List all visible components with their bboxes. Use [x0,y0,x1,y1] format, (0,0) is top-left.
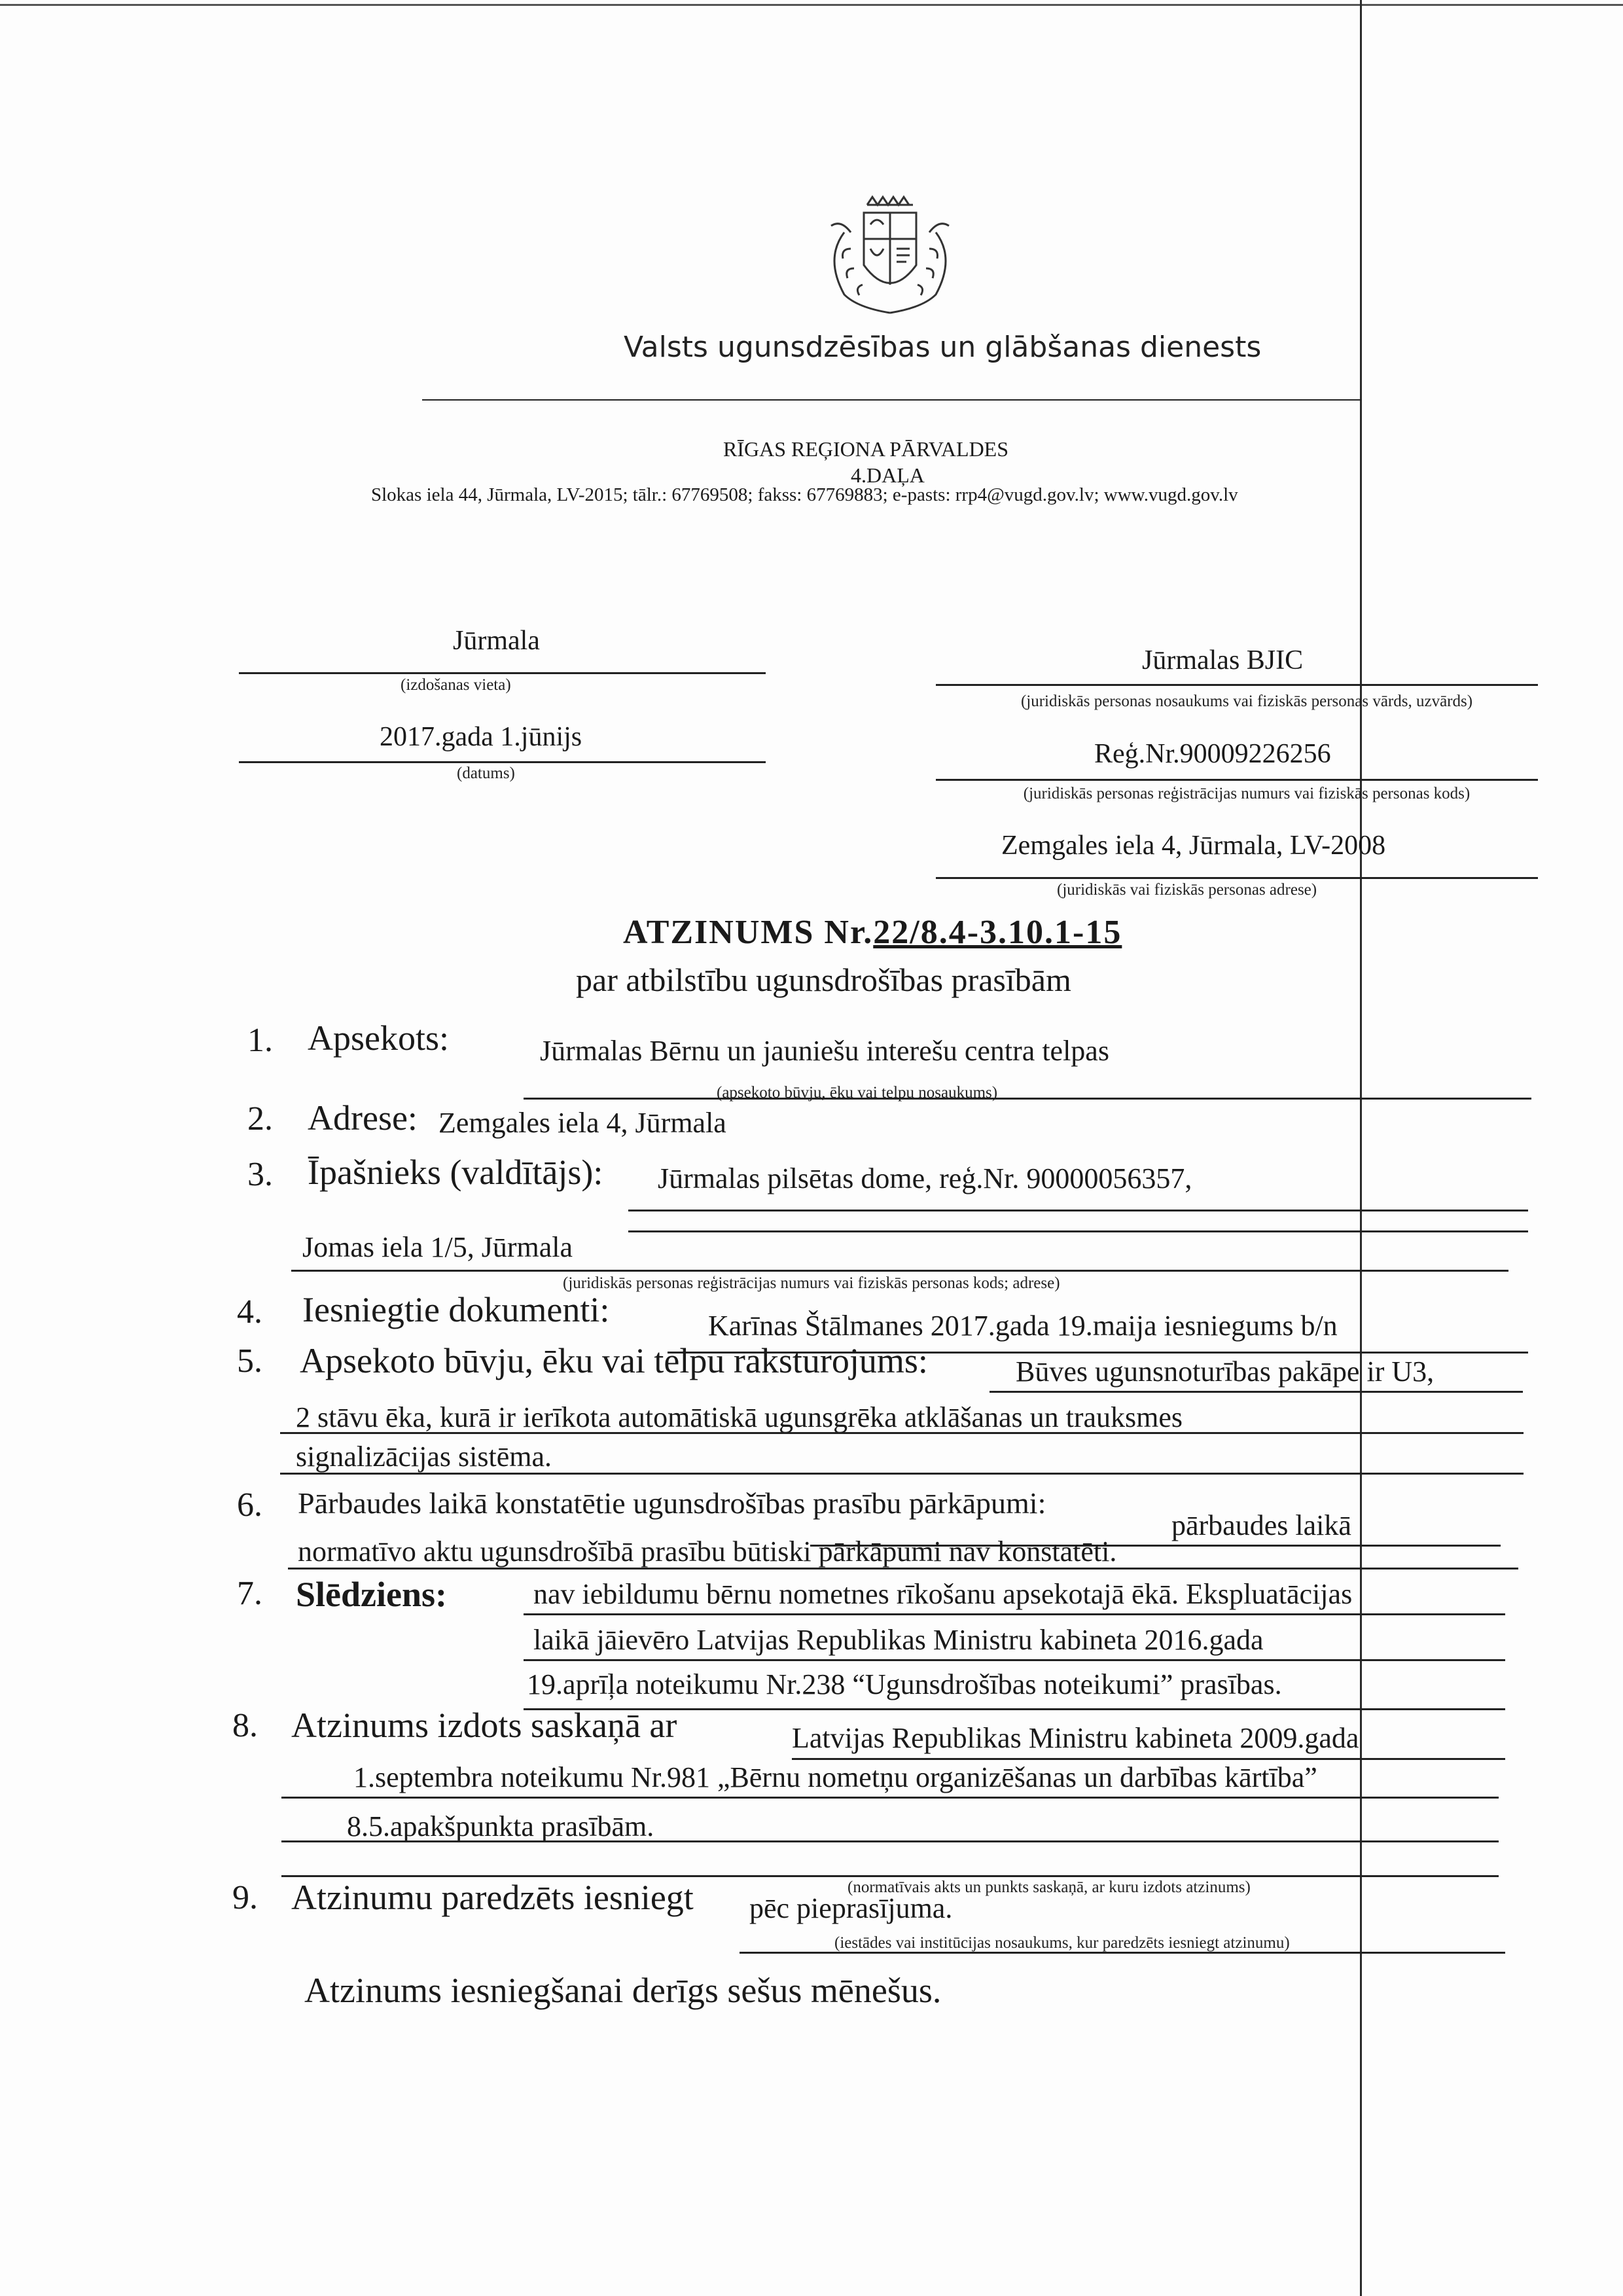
recipient-reg-caption: (juridiskās personas reģistrācijas numurs vai fiziskās personas kods) [1023,785,1471,802]
recipient-address-caption: (juridiskās vai fiziskās personas adrese) [1057,881,1317,899]
item-number: 2. [247,1100,273,1138]
item-line [524,1613,1505,1615]
item-number: 3. [247,1156,273,1193]
item-line [524,1098,1531,1100]
issue-date: 2017.gada 1.jūnijs [380,722,582,752]
item-number: 8. [232,1707,258,1744]
item-number: 7. [237,1575,262,1612]
item-value-legal-basis: Latvijas Republikas Ministru kabineta 2009.gada [792,1722,1359,1754]
item-value-violations: pārbaudes laikā [1171,1509,1351,1541]
item-label-description: Apsekoto būvju, ēku vai telpu raksturojums: [300,1341,928,1380]
document-title [623,913,1122,952]
region-name: RĪGAS REĢIONA PĀRVALDES [723,437,1009,461]
coat-of-arms-icon [805,187,975,327]
item-caption-legal-basis: (normatīvais akts un punkts saskaņā, ar kuru izdots atzinums) [847,1878,1251,1896]
item-value-owner: Jūrmalas pilsētas dome, reģ.Nr. 90000056357, [658,1162,1192,1194]
item-value-legal-basis-3: 8.5.apakšpunkta prasībām. [347,1810,654,1842]
item-value-description: Būves ugunsnoturības pakāpe ir U3, [1016,1355,1435,1388]
recipient-name-line [936,684,1538,686]
item-number: 5. [237,1342,262,1380]
recipient-address: Zemgales iela 4, Jūrmala, LV-2008 [1001,831,1386,861]
item-caption-owner: (juridiskās personas reģistrācijas numurs vai fiziskās personas kods; adrese) [563,1274,1060,1292]
issue-date-caption: (datums) [457,764,515,782]
item-line [524,1659,1505,1661]
item-label-conclusion: Slēdziens: [296,1575,448,1614]
header-divider [422,399,1361,401]
item-value-owner-address: Jomas iela 1/5, Jūrmala [302,1231,573,1263]
title-number: 22/8.4-3.10.1-15 [873,914,1122,951]
item-line [280,1473,1524,1475]
title-prefix: ATZINUMS Nr. [623,914,874,951]
document-subtitle: par atbilstību ugunsdrošības prasībām [576,961,1071,998]
item-value-conclusion-3: 19.aprīļa noteikumu Nr.238 “Ugunsdrošības noteikumi” prasības. [527,1668,1282,1700]
service-name: Valsts ugunsdzēsības un glābšanas dienests [624,331,1262,364]
item-value-submit-to: pēc pieprasījuma. [749,1892,953,1924]
item-line [281,1797,1499,1799]
item-value-conclusion: nav iebildumu bērnu nometnes rīkošanu apsekotajā ēkā. Ekspluatācijas [533,1578,1353,1610]
item-label-inspected: Apsekots: [308,1018,449,1058]
recipient-reg: Reģ.Nr.90009226256 [1094,739,1331,769]
item-line [990,1391,1523,1393]
scan-top-edge [0,4,1623,6]
item-line [288,1568,1518,1570]
item-value-documents: Karīnas Štālmanes 2017.gada 19.maija iesniegums b/n [708,1310,1338,1342]
issue-place: Jūrmala [453,626,540,656]
item-value-description-2: 2 stāvu ēka, kurā ir ierīkota automātiskā ugunsgrēka atklāšanas un trauksmes [296,1401,1183,1433]
recipient-name: Jūrmalas BJIC [1142,645,1304,675]
item-label-documents: Iesniegtie dokumenti: [302,1290,610,1329]
issue-place-caption: (izdošanas vieta) [401,676,511,694]
validity-statement: Atzinums iesniegšanai derīgs sešus mēnešus. [304,1971,942,2010]
item-line [628,1210,1528,1211]
item-caption-submit-to: (iestādes vai institūcijas nosaukums, kur paredzēts iesniegt atzinumu) [834,1934,1290,1952]
item-label-violations: Pārbaudes laikā konstatētie ugunsdrošības prasību pārkāpumi: [298,1486,1046,1520]
item-line [792,1758,1505,1760]
item-value-conclusion-2: laikā jāievēro Latvijas Republikas Ministru kabineta 2016.gada [533,1624,1264,1656]
issue-date-line [239,761,766,763]
item-number: 6. [237,1486,262,1524]
item-label-submit-to: Atzinumu paredzēts iesniegt [291,1878,694,1917]
item-line [280,1432,1524,1434]
item-number: 9. [232,1879,258,1916]
division-name: 4.DAĻA [851,463,925,487]
item-label-address: Adrese: [308,1098,418,1138]
issue-place-line [239,672,766,674]
contacts-line: Slokas iela 44, Jūrmala, LV-2015; tālr.: 67769508; fakss: 67769883; e-pasts: rrp4@vugd.gov.lv; www.vugd.gov.lv [371,484,1238,505]
recipient-name-caption: (juridiskās personas nosaukums vai fiziskās personas vārds, uzvārds) [1020,692,1473,710]
item-label-owner: Īpašnieks (valdītājs): [308,1153,603,1192]
item-label-legal-basis: Atzinums izdots saskaņā ar [291,1706,677,1745]
item-number: 4. [237,1293,262,1331]
item-caption-inspected: (apsekoto būvju, ēku vai telpu nosaukums) [717,1084,998,1102]
item-line [281,1840,1499,1842]
item-value-legal-basis-2: 1.septembra noteikumu Nr.981 „Bērnu nometņu organizēšanas un darbības kārtība” [353,1761,1317,1793]
recipient-address-line [936,877,1538,879]
item-value-description-3: signalizācijas sistēma. [296,1441,552,1473]
item-line [628,1230,1528,1232]
item-number: 1. [247,1022,273,1059]
item-value-address: Zemgales iela 4, Jūrmala [438,1107,726,1139]
item-line [291,1270,1508,1272]
item-value-violations-2: normatīvo aktu ugunsdrošībā prasību būtiski pārkāpumi nav konstatēti. [298,1535,1117,1568]
recipient-reg-line [936,779,1538,781]
item-value-inspected: Jūrmalas Bērnu un jauniešu interešu centra telpas [540,1035,1109,1067]
